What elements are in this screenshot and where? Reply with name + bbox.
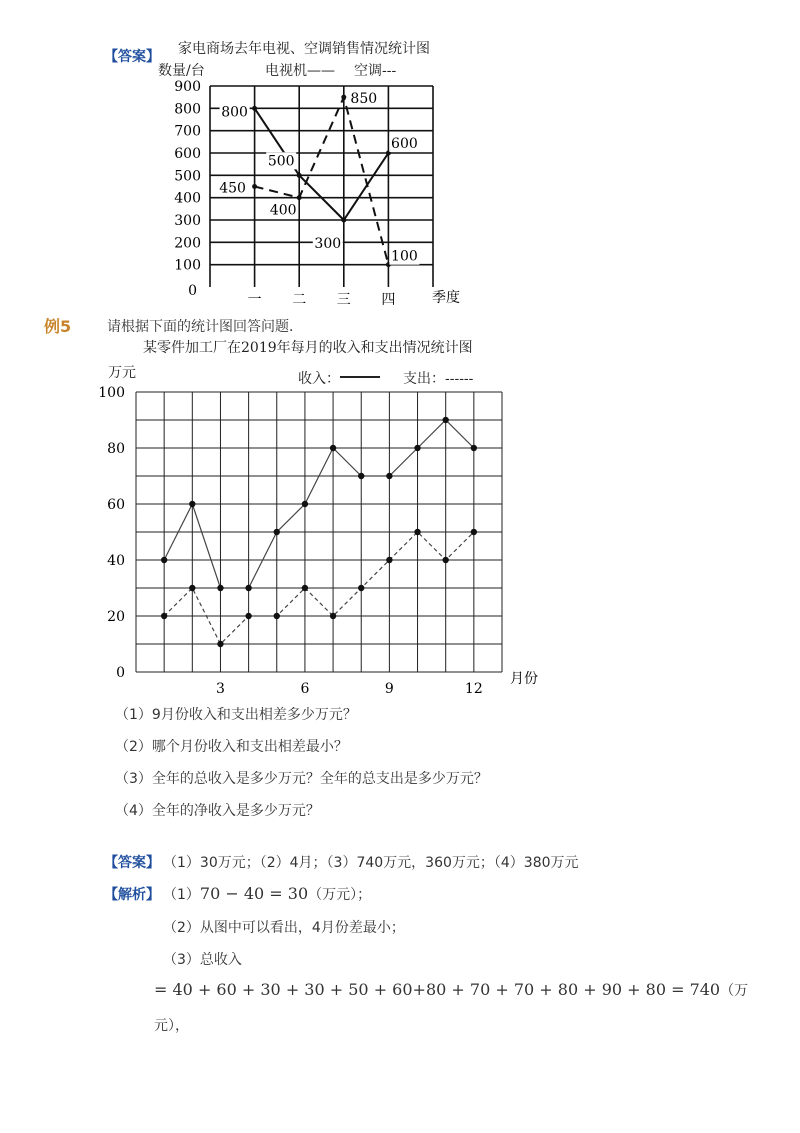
chart1-point xyxy=(341,95,346,100)
chart1-y-tick-label: 0 xyxy=(188,283,197,299)
chart2-svg xyxy=(0,380,800,700)
chart2-x-tick-label: 9 xyxy=(384,681,394,697)
chart2-point xyxy=(442,557,448,563)
chart1-data-label: 300 xyxy=(314,236,342,252)
analysis-line4 xyxy=(154,980,748,1000)
question-4: （4）全年的净收入是多少万元？ xyxy=(115,803,320,819)
chart1-svg xyxy=(0,0,800,320)
analysis-tag: 【解析】 xyxy=(104,887,160,903)
chart1-legend-tv: 电视机—— xyxy=(265,63,335,79)
chart2-point xyxy=(217,585,223,591)
chart2-point xyxy=(414,529,420,535)
chart1-data-label: 600 xyxy=(391,136,418,152)
chart1-y-tick-label: 700 xyxy=(174,123,201,140)
chart2-point xyxy=(217,641,223,647)
chart2-y-tick-label: 60 xyxy=(107,497,125,513)
chart2-y-unit: 万元 xyxy=(108,365,136,381)
chart2-x-unit: 月份 xyxy=(510,671,538,687)
chart1-y-tick-label: 100 xyxy=(174,257,201,274)
chart2-y-tick-labels xyxy=(98,385,125,681)
chart1-y-tick-label: 200 xyxy=(174,235,201,252)
chart1-x-tick-label: 二 xyxy=(292,292,307,308)
chart1-data-label: 450 xyxy=(219,180,246,197)
chart2-y-tick-label: 40 xyxy=(107,553,125,569)
chart1-data-label: 850 xyxy=(350,91,378,108)
chart2-point xyxy=(189,501,195,507)
chart2-point xyxy=(302,585,308,591)
analysis-line4-math: = 40 + 60 + 30 + 30 + 50 + 60+80 + 70 + 70 + 80 + 90 + 80 = 740 xyxy=(154,980,721,999)
analysis-line1-prefix: （1） xyxy=(163,887,200,903)
chart1-y-tick-label: 600 xyxy=(174,146,201,162)
chart1-y-unit: 数量/台 xyxy=(158,63,205,79)
chart2-x-tick-label: 12 xyxy=(464,681,483,697)
chart2-point xyxy=(442,417,448,423)
chart2-point xyxy=(189,585,195,591)
chart1-y-tick-label: 500 xyxy=(174,168,201,185)
chart1-x-tick-labels xyxy=(248,292,396,308)
chart2-point xyxy=(386,473,392,479)
analysis-line3: （3）总收入 xyxy=(163,952,242,968)
chart2-y-tick-label: 20 xyxy=(107,609,125,625)
chart2-x-tick-label: 6 xyxy=(300,681,310,697)
chart2-point xyxy=(161,613,167,619)
chart1-point xyxy=(252,106,257,111)
chart1-y-tick-labels xyxy=(174,79,201,299)
chart1-y-tick-label: 400 xyxy=(174,190,201,207)
chart1-x-tick-label: 三 xyxy=(336,292,351,308)
analysis-line4-suffix: （万 xyxy=(720,983,749,999)
chart2-point xyxy=(330,445,336,451)
chart2-point xyxy=(386,557,392,563)
chart1-x-tick-label: 一 xyxy=(247,292,262,308)
chart2-y-tick-label: 100 xyxy=(98,385,125,401)
chart2-y-tick-label: 80 xyxy=(107,441,125,457)
analysis-line1-math: 70 − 40 = 30 xyxy=(199,884,309,903)
chart1-data-label: 500 xyxy=(267,153,295,170)
chart2-y-tick-label: 0 xyxy=(116,665,125,681)
answer-tag: 【答案】 xyxy=(104,855,160,871)
chart2-legend-income: 收入： xyxy=(298,371,340,387)
chart1-point xyxy=(297,173,302,178)
chart2-x-tick-label: 3 xyxy=(216,681,225,697)
analysis-line1-suffix: （万元）； xyxy=(308,887,372,903)
chart1-point xyxy=(341,218,346,223)
chart2-point xyxy=(302,501,308,507)
chart1-y-tick-label: 900 xyxy=(174,79,201,95)
chart2-point xyxy=(274,529,280,535)
chart2-point xyxy=(471,445,477,451)
chart1-point xyxy=(297,195,302,200)
chart2-point xyxy=(471,529,477,535)
chart2-legend-expense: 支出：------ xyxy=(403,371,474,387)
chart2-point xyxy=(358,585,364,591)
chart1-data-label: 100 xyxy=(391,248,418,265)
chart1-title: 家电商场去年电视、空调销售情况统计图 xyxy=(178,41,430,57)
analysis-line1 xyxy=(163,884,371,904)
chart2-point xyxy=(358,473,364,479)
analysis-line2: （2）从图中可以看出，4月份差最小； xyxy=(163,920,405,936)
chart1-y-tick-label: 300 xyxy=(174,213,201,229)
example-label: 例5 xyxy=(44,317,72,336)
chart2-point xyxy=(245,585,251,591)
chart2-point xyxy=(414,445,420,451)
chart2-point xyxy=(274,613,280,619)
chart1-x-unit: 季度 xyxy=(432,290,460,306)
chart2-title: 某零件加工厂在2019年每月的收入和支出情况统计图 xyxy=(143,340,473,356)
chart1-legend-ac: 空调--- xyxy=(354,63,397,79)
chart2-point xyxy=(330,613,336,619)
example-prompt: 请根据下面的统计图回答问题． xyxy=(107,319,303,335)
chart2-point xyxy=(245,613,251,619)
chart2-x-tick-labels xyxy=(216,681,483,697)
question-1: （1）9月份收入和支出相差多少万元？ xyxy=(115,707,357,723)
question-3: （3）全年的总收入是多少万元？全年的总支出是多少万元？ xyxy=(115,771,488,787)
chart2-legend-income-line xyxy=(340,376,380,378)
analysis-line5: 元）， xyxy=(154,1018,189,1034)
chart1-y-tick-label: 800 xyxy=(174,101,201,118)
chart1-data-label: 400 xyxy=(269,202,297,219)
answer-tag-top: 【答案】 xyxy=(104,49,160,65)
chart2-grid xyxy=(136,392,502,672)
answer-text: （1）30万元；（2）4月；（3）740万元，360万元；（4）380万元 xyxy=(163,855,579,871)
chart2-point xyxy=(161,557,167,563)
chart1-data-label: 800 xyxy=(221,104,248,121)
chart1-x-tick-label: 四 xyxy=(381,292,396,308)
chart1-point xyxy=(252,184,257,189)
question-2: （2）哪个月份收入和支出相差最小？ xyxy=(115,739,348,755)
